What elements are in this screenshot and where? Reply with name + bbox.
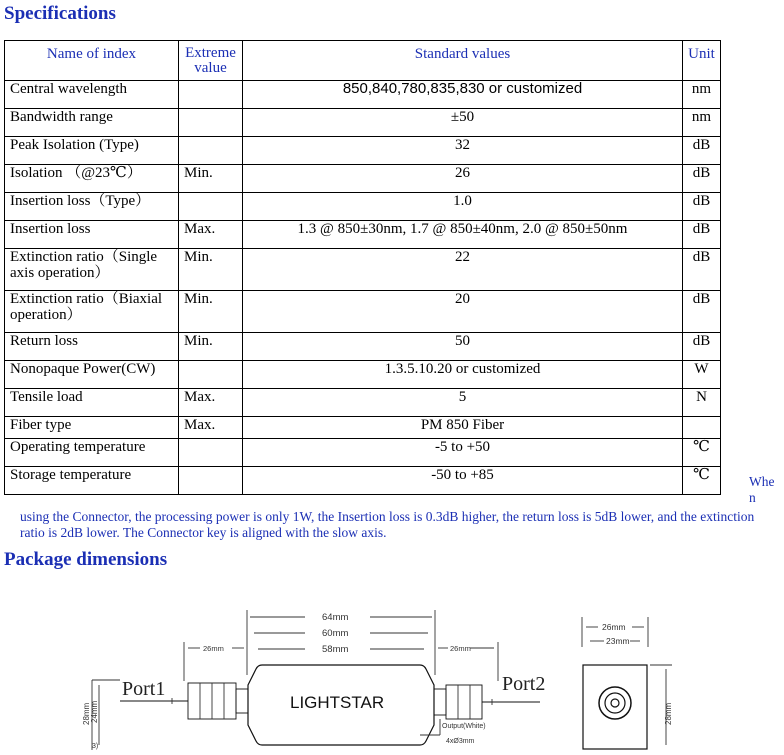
row-standard: ±50	[243, 109, 683, 137]
dim-64mm: 64mm	[322, 612, 349, 623]
row-standard: 5	[243, 389, 683, 417]
dim-24mm-left: 24mm	[90, 700, 99, 723]
row-name: Return loss	[5, 333, 179, 361]
row-unit: nm	[683, 109, 721, 137]
row-name: Tensile load	[5, 389, 179, 417]
table-row	[5, 417, 721, 439]
row-extreme: Min.	[179, 291, 243, 333]
row-extreme: Min.	[179, 249, 243, 291]
row-extreme: Min.	[179, 333, 243, 361]
row-standard: 26	[243, 165, 683, 193]
side-dim-28mm: 28mm	[664, 702, 673, 725]
row-name: Fiber type	[5, 417, 179, 439]
table-row	[5, 467, 721, 495]
row-standard: 50	[243, 333, 683, 361]
row-standard: 32	[243, 137, 683, 165]
table-row	[5, 165, 721, 193]
row-standard: -50 to +85	[243, 467, 683, 495]
table-row	[5, 81, 721, 109]
row-extreme	[179, 81, 243, 109]
row-name: Storage temperature	[5, 467, 179, 495]
dim-26mm-left: 26mm	[203, 644, 224, 653]
side-dim-23mm: 23mm	[606, 636, 630, 646]
row-name: Central wavelength	[5, 81, 179, 109]
side-dim-26mm: 26mm	[602, 622, 626, 632]
row-name: Nonopaque Power(CW)	[5, 361, 179, 389]
row-name: Isolation （@23℃）	[5, 165, 179, 193]
header-name: Name of index	[5, 41, 179, 81]
row-unit: dB	[683, 333, 721, 361]
row-extreme	[179, 109, 243, 137]
header-extreme: Extreme value	[179, 41, 243, 81]
note-fragment: Whe n	[749, 474, 775, 505]
table-row	[5, 439, 721, 467]
connector-note: using the Connector, the processing power is only 1W, the Insertion loss is 0.3dB higher, the return loss is 5dB lower, and the extinction ratio is 2dB lower. The Connector key is aligned with the slow axis.	[20, 509, 755, 540]
dim-26mm-right: 26mm	[450, 644, 471, 653]
row-standard: 1.3 @ 850±30nm, 1.7 @ 850±40nm, 2.0 @ 850±50nm	[243, 221, 683, 249]
row-extreme	[179, 467, 243, 495]
row-extreme	[179, 439, 243, 467]
row-extreme	[179, 361, 243, 389]
row-name: Bandwidth range	[5, 109, 179, 137]
row-unit: dB	[683, 221, 721, 249]
dim-28mm-left: 28mm	[82, 702, 91, 725]
dim-60mm: 60mm	[322, 628, 349, 639]
row-extreme: Max.	[179, 389, 243, 417]
row-name: Insertion loss（Type）	[5, 193, 179, 221]
table-row	[5, 249, 721, 291]
row-extreme: Max.	[179, 417, 243, 439]
row-name: Extinction ratio（Biaxial operation）	[5, 291, 179, 333]
table-row	[5, 333, 721, 361]
row-standard: 1.0	[243, 193, 683, 221]
dim-58mm: 58mm	[322, 644, 349, 655]
row-unit	[683, 417, 721, 439]
row-name: Peak Isolation (Type)	[5, 137, 179, 165]
brand-label: LIGHTSTAR	[290, 693, 385, 712]
row-name: Operating temperature	[5, 439, 179, 467]
header-standard: Standard values	[243, 41, 683, 81]
header-unit: Unit	[683, 41, 721, 81]
table-row	[5, 137, 721, 165]
row-unit: dB	[683, 193, 721, 221]
row-unit: W	[683, 361, 721, 389]
row-standard: 22	[243, 249, 683, 291]
row-extreme	[179, 193, 243, 221]
package-drawing	[0, 585, 784, 755]
row-name: Extinction ratio（Single axis operation）	[5, 249, 179, 291]
row-name: Insertion loss	[5, 221, 179, 249]
specifications-table	[4, 40, 721, 495]
edge-mark: 3)	[92, 743, 99, 750]
output-label: Output(White)	[442, 723, 486, 730]
row-standard: PM 850 Fiber	[243, 417, 683, 439]
package-dimensions-heading: Package dimensions	[4, 549, 168, 570]
port2-label: Port2	[502, 673, 546, 695]
row-unit: N	[683, 389, 721, 417]
specifications-heading: Specifications	[4, 3, 116, 24]
row-unit: nm	[683, 81, 721, 109]
row-standard: 1.3.5.10.20 or customized	[243, 361, 683, 389]
row-unit: dB	[683, 249, 721, 291]
row-unit: ℃	[683, 439, 721, 467]
table-row	[5, 361, 721, 389]
table-row	[5, 291, 721, 333]
row-extreme: Min.	[179, 165, 243, 193]
row-unit: dB	[683, 165, 721, 193]
row-standard: 850,840,780,835,830 or customized	[243, 81, 683, 109]
table-row	[5, 389, 721, 417]
row-standard: 20	[243, 291, 683, 333]
row-extreme: Max.	[179, 221, 243, 249]
row-extreme	[179, 137, 243, 165]
table-row	[5, 109, 721, 137]
port1-label: Port1	[122, 678, 166, 700]
row-unit: dB	[683, 291, 721, 333]
row-standard: -5 to +50	[243, 439, 683, 467]
row-unit: ℃	[683, 467, 721, 495]
cut-label: 4xØ3mm	[446, 738, 475, 745]
table-row	[5, 193, 721, 221]
table-row	[5, 221, 721, 249]
row-unit: dB	[683, 137, 721, 165]
